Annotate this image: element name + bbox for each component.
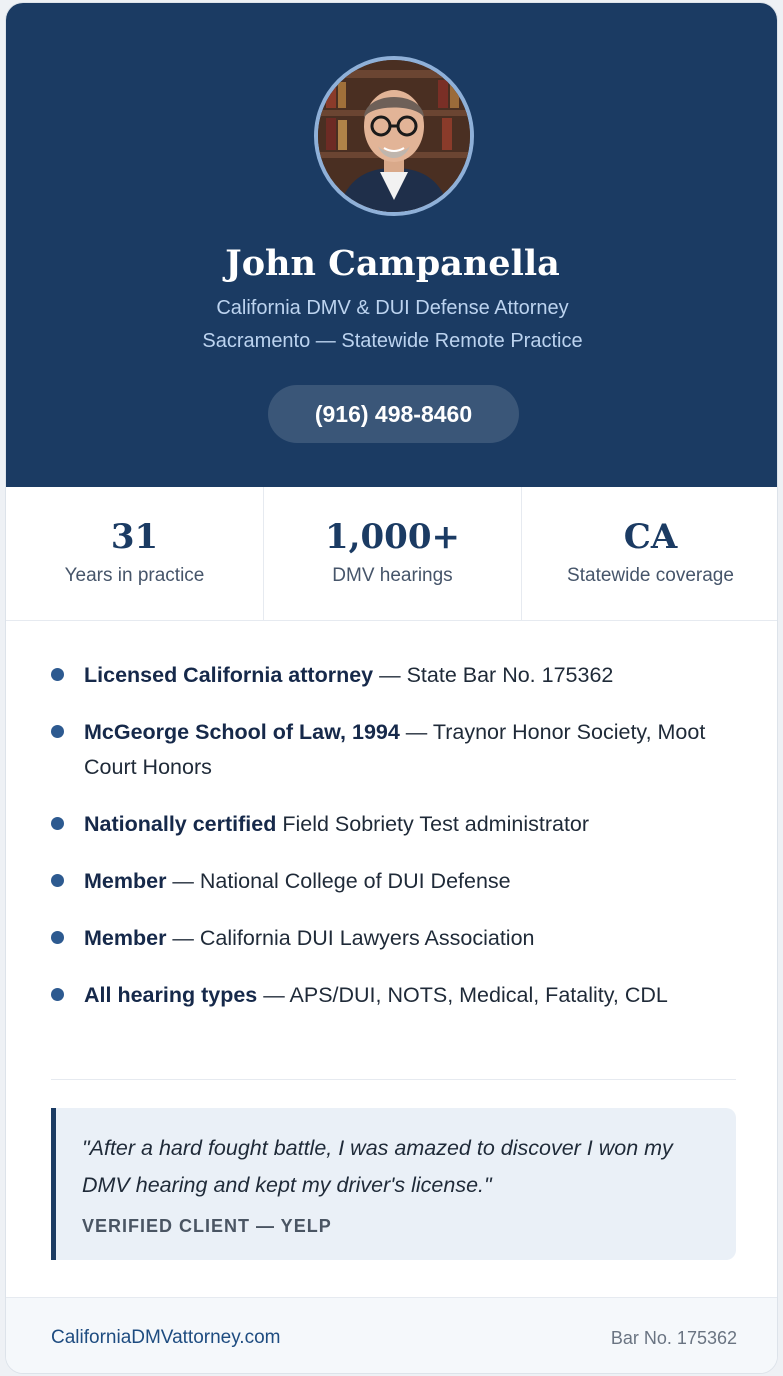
testimonial-block	[51, 1108, 736, 1260]
credential-detail: — State Bar No. 175362	[373, 663, 614, 687]
attorney-profile-card	[5, 2, 778, 1374]
bullet-dot-icon	[51, 817, 64, 830]
stat-label: Statewide coverage	[567, 565, 734, 586]
attorney-portrait-illustration	[318, 60, 470, 212]
credential-item	[51, 715, 741, 785]
credential-highlight: Licensed California attorney	[84, 663, 374, 687]
credential-detail: Field Sobriety Test administrator	[276, 812, 590, 836]
attorney-location: Sacramento — Statewide Remote Practice	[202, 330, 583, 352]
credential-highlight: All hearing types	[84, 983, 258, 1007]
bullet-dot-icon	[51, 668, 64, 681]
stat-label: DMV hearings	[332, 565, 453, 586]
credential-item	[51, 921, 741, 956]
stat-years	[6, 487, 264, 620]
credential-item	[51, 978, 741, 1013]
attorney-photo	[314, 56, 474, 216]
credential-item	[51, 658, 741, 693]
credential-highlight: Member	[84, 926, 167, 950]
bullet-dot-icon	[51, 874, 64, 887]
testimonial-quote: "After a hard fought battle, I was amazed to discover I won my DMV hearing and kept my driver's license."	[82, 1136, 673, 1197]
credential-detail: — APS/DUI, NOTS, Medical, Fatality, CDL	[257, 983, 668, 1007]
phone-call-button[interactable]: (916) 498-8460	[268, 385, 519, 443]
credential-highlight: Nationally certified	[84, 812, 277, 836]
credentials-list	[51, 658, 741, 1035]
credential-detail: — California DUI Lawyers Association	[166, 926, 535, 950]
credential-detail: — National College of DUI Defense	[166, 869, 511, 893]
website-link[interactable]: CaliforniaDMVattorney.com	[51, 1327, 281, 1348]
credential-detail: — Traynor Honor Society, Moot Court Honors	[84, 720, 706, 779]
attorney-name: John Campanella	[225, 243, 560, 284]
stat-value: 31	[110, 517, 159, 557]
stat-value: CA	[623, 517, 678, 557]
bullet-dot-icon	[51, 988, 64, 1001]
attorney-title: California DMV & DUI Defense Attorney	[216, 297, 569, 319]
card-footer	[6, 1297, 778, 1374]
stat-hearings	[264, 487, 522, 620]
credential-item	[51, 864, 741, 899]
stat-value: 1,000+	[325, 517, 460, 557]
section-divider	[51, 1079, 736, 1080]
profile-header	[6, 3, 778, 487]
testimonial-source: VERIFIED CLIENT — YELP	[82, 1216, 332, 1236]
bullet-dot-icon	[51, 725, 64, 738]
stat-label: Years in practice	[64, 565, 205, 586]
bullet-dot-icon	[51, 931, 64, 944]
stat-coverage	[522, 487, 778, 620]
credential-highlight: McGeorge School of Law, 1994	[84, 720, 400, 744]
footer-bar-number: Bar No. 175362	[610, 1328, 737, 1348]
credential-highlight: Member	[84, 869, 167, 893]
stats-row	[6, 487, 778, 621]
credential-item	[51, 807, 741, 842]
